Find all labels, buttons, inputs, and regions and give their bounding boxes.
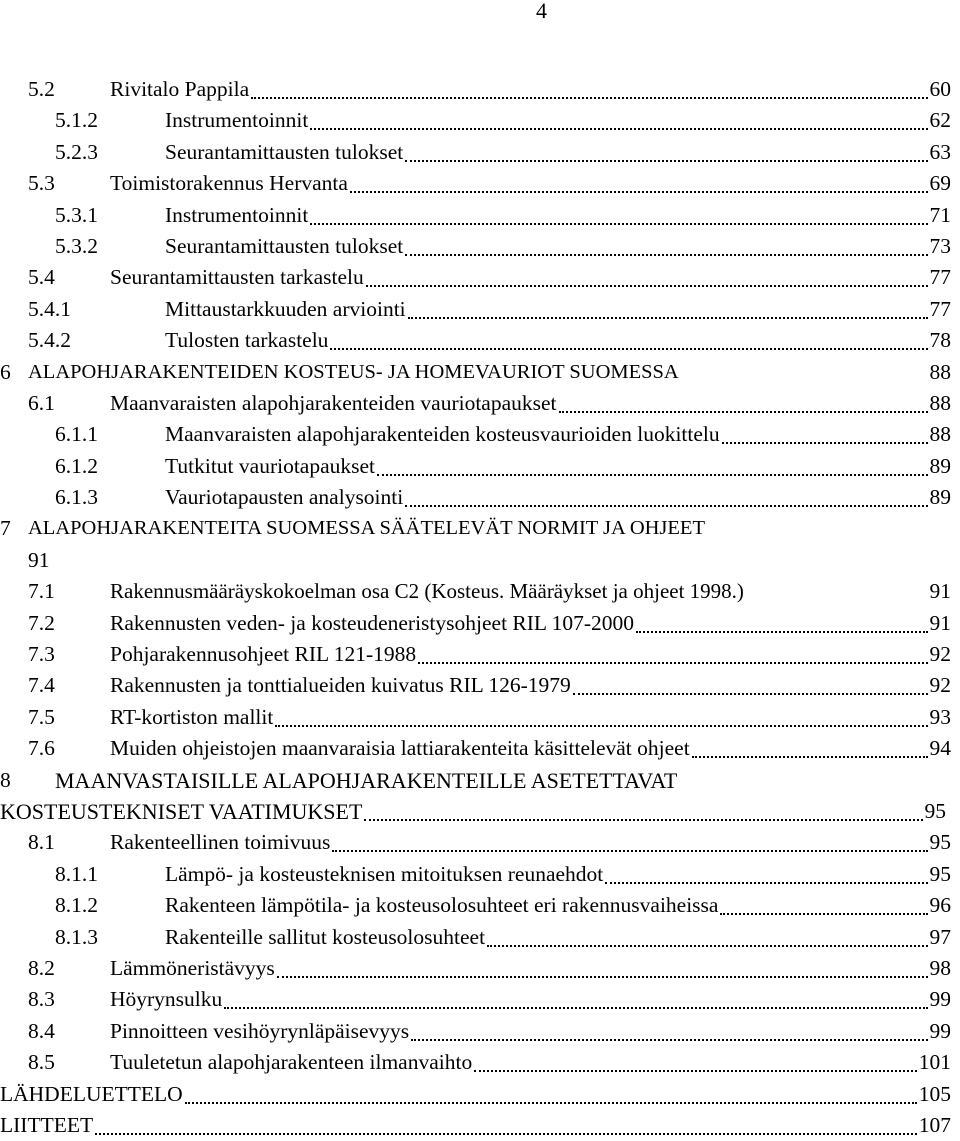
toc-title: Tulosten tarkastelu <box>165 328 329 353</box>
toc-title: Toimistorakennus Hervanta <box>110 171 348 196</box>
toc-number: 8.1 <box>28 830 55 855</box>
toc-title: RT-kortiston mallit <box>110 704 274 729</box>
toc-entry[interactable] <box>0 702 960 733</box>
toc-page: 93 <box>929 704 951 729</box>
toc-number: 5.4.2 <box>28 328 71 353</box>
toc-number: 5.4.1 <box>28 296 71 321</box>
toc-number: 6.1 <box>28 390 55 415</box>
toc-number: 7.2 <box>28 610 55 635</box>
toc-entry[interactable] <box>0 1079 960 1110</box>
toc-number: 6.1.1 <box>55 422 98 447</box>
toc-title: Instrumentoinnit <box>165 202 309 227</box>
toc-leader <box>366 283 928 287</box>
toc-leader <box>277 974 928 978</box>
toc-page: 98 <box>929 955 951 980</box>
toc-title: Maanvaraisten alapohjarakenteiden vauriotapaukset <box>110 390 557 415</box>
table-of-contents <box>0 74 960 1141</box>
toc-entry[interactable] <box>0 827 960 858</box>
toc-leader <box>559 409 928 413</box>
toc-page: 78 <box>929 328 951 353</box>
toc-number: 8.3 <box>28 987 55 1012</box>
toc-title: Rakenteille sallitut kosteusolosuhteet <box>165 924 486 949</box>
toc-leader <box>330 346 927 350</box>
toc-page: 89 <box>929 485 951 510</box>
toc-entry[interactable] <box>0 1016 960 1047</box>
toc-title: ALAPOHJARAKENTEIDEN KOSTEUS- JA HOMEVAURIOT SUOMESSA <box>28 360 679 383</box>
toc-number: 5.2 <box>28 77 55 101</box>
toc-leader <box>377 472 927 476</box>
toc-number: 5.1.2 <box>55 108 98 133</box>
toc-title: Rivitalo Pappila <box>110 77 250 101</box>
toc-entry[interactable] <box>0 1047 960 1078</box>
toc-page: 88 <box>929 422 951 447</box>
toc-leader <box>350 189 928 193</box>
toc-page: 101 <box>918 1050 951 1075</box>
toc-title: Tuuletetun alapohjarakenteen ilmanvaihto <box>110 1050 473 1075</box>
toc-title: Pohjarakennusohjeet RIL 121-1988 <box>110 642 417 667</box>
toc-entry[interactable] <box>0 890 960 921</box>
toc-title: Lämmöneristävyys <box>110 955 275 980</box>
toc-number: 8.1.3 <box>55 924 98 949</box>
toc-page: 99 <box>929 987 951 1012</box>
toc-leader <box>95 1131 917 1135</box>
page-number: 4 <box>536 0 547 23</box>
toc-page: 60 <box>929 77 951 101</box>
toc-leader <box>692 754 928 758</box>
toc-leader <box>405 252 927 256</box>
toc-leader <box>310 221 927 225</box>
toc-title: LIITTEET <box>0 1112 94 1137</box>
toc-page: 95 <box>924 799 946 823</box>
toc-title: Rakennusten veden- ja kosteudeneristysohjeet RIL 107-2000 <box>110 610 635 635</box>
toc-entry[interactable] <box>0 262 960 293</box>
toc-title: Seurantamittausten tulokset <box>165 139 404 164</box>
toc-number: 7.6 <box>28 736 55 761</box>
toc-page: 69 <box>929 171 951 196</box>
toc-entry[interactable] <box>0 1110 960 1141</box>
toc-title: LÄHDELUETTELO <box>0 1081 183 1106</box>
toc-entry[interactable] <box>0 608 960 639</box>
toc-entry[interactable] <box>0 765 960 828</box>
toc-title: Rakenteellinen toimivuus <box>110 830 331 855</box>
toc-leader <box>411 1037 927 1041</box>
toc-entry[interactable] <box>0 294 960 325</box>
toc-page: 71 <box>929 202 951 227</box>
toc-title: Instrumentoinnit <box>165 108 309 133</box>
toc-leader <box>474 1068 917 1072</box>
toc-page: 62 <box>929 108 951 133</box>
toc-page: 88 <box>929 359 951 384</box>
toc-number: 5.2.3 <box>55 139 98 164</box>
toc-entry[interactable] <box>0 859 960 890</box>
toc-entry[interactable] <box>0 451 960 482</box>
toc-leader <box>418 660 927 664</box>
toc-page: 107 <box>918 1112 951 1137</box>
toc-number: 5.3 <box>28 171 55 196</box>
toc-entry[interactable] <box>0 419 960 450</box>
toc-page: 94 <box>929 736 951 761</box>
toc-title: Mittaustarkkuuden arviointi <box>165 296 406 321</box>
toc-number: 8.1.1 <box>55 861 98 886</box>
toc-number: 8.4 <box>28 1018 55 1043</box>
toc-entry[interactable] <box>0 922 960 953</box>
toc-title: Rakennusmääräyskokoelman osa C2 (Kosteus. Määräykset ja ohjeet 1998.) <box>110 579 744 604</box>
toc-number: 7 <box>0 516 11 541</box>
toc-entry[interactable] <box>0 325 960 356</box>
toc-entry[interactable] <box>0 357 960 388</box>
toc-leader <box>405 503 927 507</box>
toc-page: 105 <box>918 1081 951 1106</box>
toc-title: ALAPOHJARAKENTEITA SUOMESSA SÄÄTELEVÄT NORMIT JA OHJEET <box>28 517 705 540</box>
toc-entry[interactable] <box>0 137 960 168</box>
toc-leader <box>487 943 927 947</box>
toc-page: 92 <box>929 673 951 698</box>
toc-title: Rakenteen lämpötila- ja kosteusolosuhteet eri rakennusvaiheissa <box>165 893 719 918</box>
toc-entry[interactable] <box>0 576 960 607</box>
toc-number: 7.4 <box>28 673 55 698</box>
toc-title: Tutkitut vauriotapaukset <box>165 453 376 478</box>
toc-title: Vauriotapausten analysointi <box>165 485 404 510</box>
toc-leader <box>275 723 927 727</box>
toc-entry[interactable] <box>0 733 960 764</box>
toc-number: 8.5 <box>28 1050 55 1075</box>
toc-title: Maanvaraisten alapohjarakenteiden kosteusvaurioiden luokittelu <box>165 422 720 447</box>
toc-entry[interactable] <box>0 984 960 1015</box>
toc-leader <box>405 158 927 162</box>
toc-title: Seurantamittausten tulokset <box>165 233 404 258</box>
toc-title: Muiden ohjeistojen maanvaraisia lattiarakenteita käsittelevät ohjeet <box>110 736 690 761</box>
toc-leader <box>573 691 928 695</box>
toc-leader <box>605 880 927 884</box>
toc-entry[interactable] <box>0 639 960 670</box>
toc-entry[interactable] <box>0 74 960 105</box>
toc-entry[interactable] <box>0 482 960 513</box>
toc-page: 77 <box>929 265 951 290</box>
toc-title: Höyrynsulku <box>110 987 223 1012</box>
toc-page: 73 <box>929 233 951 258</box>
toc-number: 7.5 <box>28 704 55 729</box>
toc-number: 7.1 <box>28 579 55 604</box>
toc-page: 97 <box>929 924 951 949</box>
toc-entry[interactable] <box>0 513 960 576</box>
toc-page: 91 <box>28 547 50 572</box>
toc-page: 96 <box>929 893 951 918</box>
toc-leader <box>364 817 922 821</box>
toc-page: 95 <box>929 830 951 855</box>
toc-leader <box>408 315 928 319</box>
toc-number: 7.3 <box>28 642 55 667</box>
toc-leader <box>722 440 928 444</box>
toc-page: 88 <box>929 390 951 415</box>
toc-leader <box>185 1100 917 1104</box>
toc-number: 6.1.3 <box>55 485 98 510</box>
toc-title: Seurantamittausten tarkastelu <box>110 265 364 290</box>
toc-leader <box>720 911 927 915</box>
toc-entry[interactable] <box>0 105 960 136</box>
toc-page: 92 <box>929 642 951 667</box>
toc-entry[interactable] <box>0 670 960 701</box>
toc-number: 6.1.2 <box>55 453 98 478</box>
toc-entry[interactable] <box>0 168 960 199</box>
toc-page: 95 <box>929 861 951 886</box>
toc-entry[interactable] <box>0 200 960 231</box>
toc-title: Pinnoitteen vesihöyrynläpäisevyys <box>110 1018 410 1043</box>
toc-page: 91 <box>929 579 951 604</box>
toc-number: 5.3.2 <box>55 233 98 258</box>
toc-leader <box>251 95 927 99</box>
toc-page: 91 <box>929 610 951 635</box>
toc-entry[interactable] <box>0 388 960 419</box>
toc-title: MAANVASTAISILLE ALAPOHJARAKENTEILLE ASETETTAVAT <box>55 767 678 793</box>
toc-number: 6 <box>0 359 11 384</box>
toc-page: 99 <box>929 1018 951 1043</box>
toc-number: 5.4 <box>28 265 55 290</box>
toc-entry[interactable] <box>0 231 960 262</box>
toc-leader <box>224 1005 927 1009</box>
toc-leader <box>310 126 927 130</box>
toc-number: 5.3.1 <box>55 202 98 227</box>
toc-number: 8 <box>0 767 11 792</box>
toc-title: Lämpö- ja kosteusteknisen mitoituksen reunaehdot <box>165 861 604 886</box>
toc-leader <box>332 848 927 852</box>
toc-entry[interactable] <box>0 953 960 984</box>
toc-number: 8.2 <box>28 955 55 980</box>
toc-leader <box>636 629 927 633</box>
toc-title: Rakennusten ja tonttialueiden kuivatus RIL 126-1979 <box>110 673 571 698</box>
toc-number: 8.1.2 <box>55 893 98 918</box>
toc-page: 77 <box>929 296 951 321</box>
toc-page: 63 <box>929 139 951 164</box>
toc-title-continued: KOSTEUSTEKNISET VAATIMUKSET <box>0 799 363 824</box>
toc-page: 89 <box>929 453 951 478</box>
